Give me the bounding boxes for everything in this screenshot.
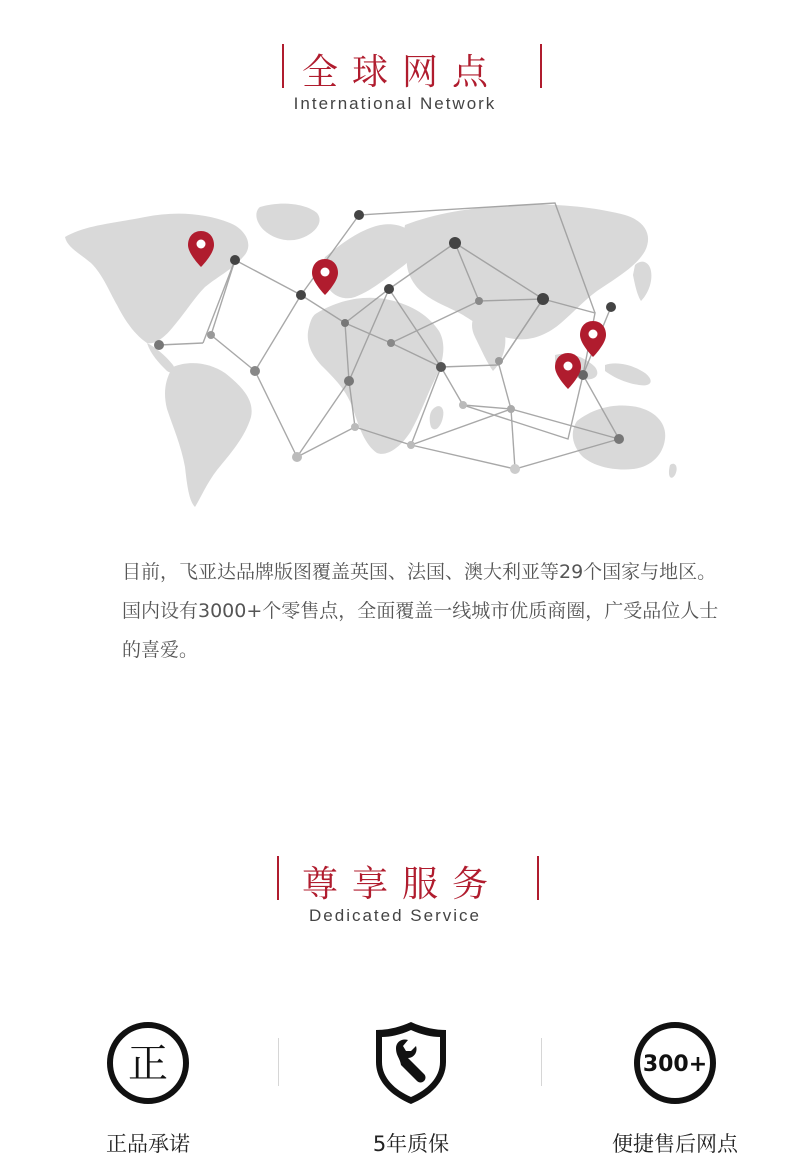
genuine-circle-icon <box>103 1018 193 1108</box>
divider <box>278 1038 279 1086</box>
continents <box>65 204 677 507</box>
network-subtitle: International Network <box>293 94 497 113</box>
divider <box>541 1038 542 1086</box>
service-title: 尊享服务 <box>301 864 502 905</box>
network-title: 全球网点 <box>301 52 502 93</box>
service-subtitle: Dedicated Service <box>309 906 481 925</box>
shield-wrench-icon <box>366 1018 456 1108</box>
300-plus-circle-icon <box>630 1018 720 1108</box>
location-pin-icon <box>580 321 606 357</box>
svg-text:300+: 300+ <box>642 1052 708 1077</box>
feature-genuine <box>58 1018 238 1158</box>
feature-label: 正品承诺 <box>106 1132 190 1156</box>
world-map <box>55 195 680 515</box>
feature-warranty <box>321 1018 501 1158</box>
location-pin-icon <box>555 353 581 389</box>
svg-text:正: 正 <box>128 1041 168 1087</box>
feature-service-points <box>585 1018 765 1158</box>
feature-label: 5年质保 <box>372 1132 450 1156</box>
world-map-graphic <box>55 195 680 515</box>
feature-label: 便捷售后网点 <box>612 1132 738 1156</box>
intro-paragraph: 目前，飞亚达品牌版图覆盖英国、法国、澳大利亚等29个国家与地区。国内设有3000+个零售点，全面覆盖一线城市优质商圈，广受品位人士的喜爱。 <box>122 561 719 661</box>
